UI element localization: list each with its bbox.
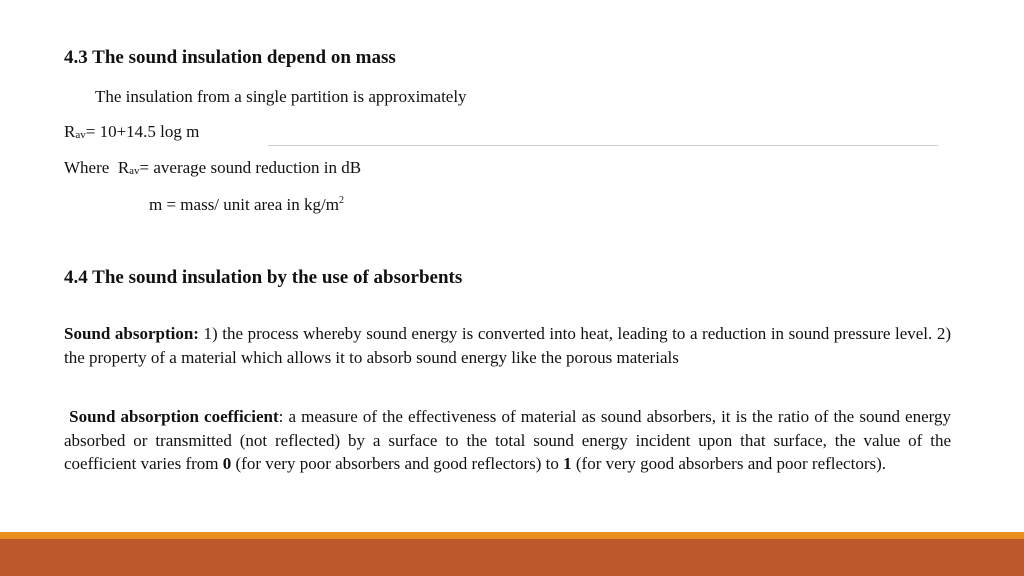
footer-bar <box>0 539 1024 576</box>
formula-subscript: av <box>75 129 86 141</box>
coefficient-high-value: 1 <box>563 454 572 473</box>
section-4-4-heading: 4.4 The sound insulation by the use of absorbents <box>64 267 463 288</box>
section-4-3-heading: 4.3 The sound insulation depend on mass <box>64 47 396 68</box>
where-line <box>64 158 361 178</box>
sound-absorption-paragraph <box>64 322 951 369</box>
absorption-coefficient-body-1: : a measure of the effectiveness of material as sound absorbers, it is the ratio of the sound energy absorbed or transmitted (not reflected) by a surface to the total sound energy incident upon that surface, the value of the coefficient varies from <box>64 407 952 473</box>
footer-accent-stripe <box>0 532 1024 539</box>
absorption-coefficient-body-3: (for very good absorbers and poor reflectors). <box>571 454 887 473</box>
absorption-coefficient-paragraph <box>64 405 951 476</box>
mass-definition-line <box>149 195 344 215</box>
formula-line <box>64 122 199 142</box>
absorption-coefficient-term: Sound absorption coefficient <box>69 407 279 426</box>
coefficient-low-value: 0 <box>222 454 232 473</box>
where-subscript: av <box>129 165 140 177</box>
sound-absorption-term: Sound absorption: <box>64 324 199 343</box>
mass-definition-text: m = mass/ unit area in kg/m <box>149 195 339 214</box>
mass-unit-superscript: 2 <box>338 195 344 206</box>
insulation-intro-text: The insulation from a single partition is approximately <box>95 87 467 106</box>
where-symbol: R <box>117 158 130 177</box>
absorption-coefficient-body-2: (for very poor absorbers and good reflectors) to <box>231 454 564 473</box>
sound-absorption-body: 1) the process whereby sound energy is converted into heat, leading to a reduction in sound pressure level. 2) the property of a material which allows it to absorb sound energy like the porous materials <box>64 324 952 367</box>
formula-rhs: = 10+14.5 log m <box>85 122 200 141</box>
where-lead: Where <box>64 158 110 177</box>
formula-symbol: R <box>64 122 76 141</box>
where-definition: = average sound reduction in dB <box>139 158 362 177</box>
divider-line <box>268 145 938 146</box>
